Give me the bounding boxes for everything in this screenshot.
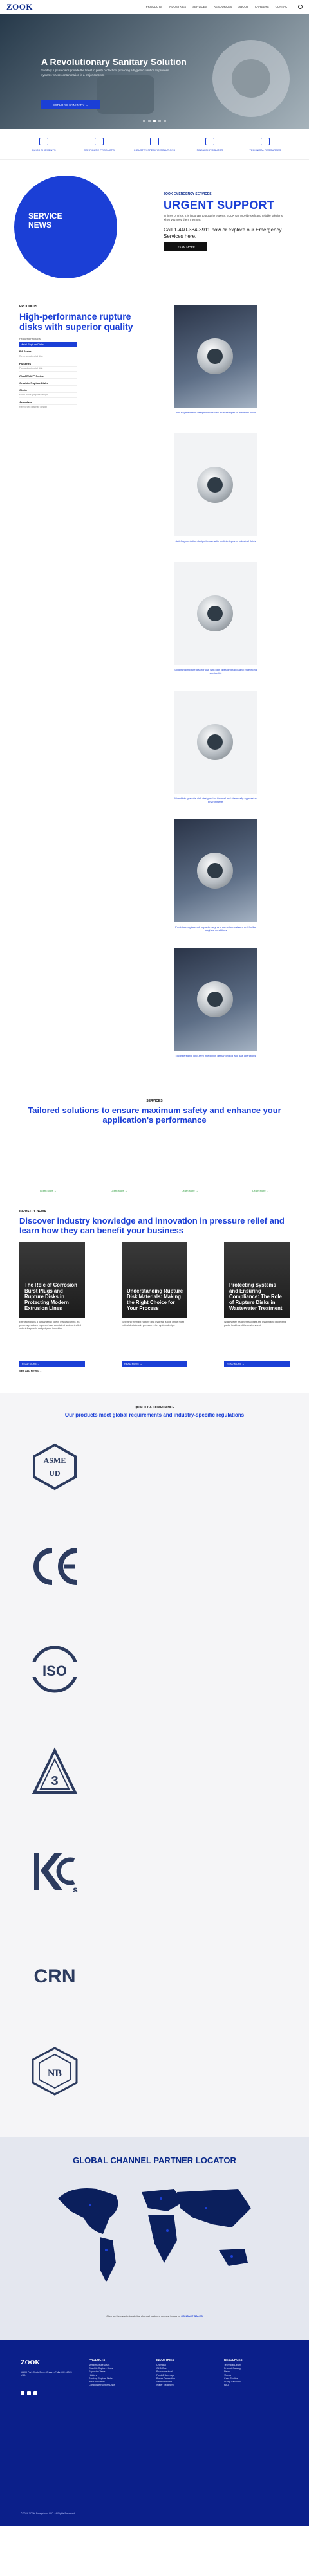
news-image: [122, 1242, 187, 1318]
read-more-button[interactable]: READ MORE →: [19, 1361, 85, 1367]
filter-item[interactable]: Metal Rupture Disks: [19, 342, 77, 347]
filter-item[interactable]: Gloria: [19, 388, 77, 393]
compliance-title: Our products meet global requirements and industry-specific regulations: [64, 1412, 245, 1418]
hero-title: A Revolutionary Sanitary Solution: [41, 57, 187, 67]
news-card[interactable]: [224, 1242, 290, 1367]
products-title: High-performance rupture disks with superior quality: [19, 311, 133, 332]
product-filter-list: [19, 342, 77, 410]
emergency-text: In times of crisis, it is important to trust the experts. ZOOK can provide swift and reliable solutions when you need them the most.: [164, 214, 283, 221]
quick-link-label: QUICK SHIPMENTS: [32, 149, 56, 152]
products-eyebrow: PRODUCTS: [19, 305, 38, 309]
filter-item[interactable]: FA Series: [19, 361, 77, 367]
footer-address: 16809 Park Circle Drive, Chagrin Falls, OH 44023 USA: [21, 2371, 72, 2377]
footer-heading: PRODUCTS: [89, 2358, 106, 2361]
service-link[interactable]: Learn More →: [111, 1189, 127, 1192]
product-caption: Anti-fragmentation design for use with multiple types of industrial fluids: [175, 540, 256, 543]
ce-logo: [26, 1537, 84, 1595]
compliance-section: [0, 1393, 309, 2137]
services-links: [13, 1189, 296, 1192]
truck-icon: [39, 138, 48, 145]
footer-link[interactable]: Sizing Calculator: [224, 2381, 241, 2384]
footer-link[interactable]: Technical Library: [224, 2364, 241, 2366]
footer-heading: INDUSTRIES: [156, 2358, 174, 2361]
service-link[interactable]: Learn More →: [182, 1189, 198, 1192]
service-news-section: [0, 160, 309, 286]
product-caption: Solid metal rupture disk for use with high operating ratios and exceptional service life: [174, 668, 258, 675]
news-card[interactable]: [122, 1242, 187, 1367]
product-card[interactable]: [174, 691, 258, 803]
product-image: [174, 305, 258, 408]
product-caption: Precision-engineered, impact-ready, and corrosion-resistant unit for the toughest conditions: [175, 925, 256, 932]
quick-link[interactable]: [189, 138, 231, 152]
footer-link[interactable]: Product Catalog: [224, 2367, 241, 2370]
contact-sales-link[interactable]: CONTACT SALES: [181, 2314, 203, 2317]
footer-link[interactable]: Metal Rupture Disks: [89, 2364, 110, 2366]
footer-link[interactable]: Case Studies: [224, 2377, 238, 2380]
learn-more-button[interactable]: LEARN MORE: [164, 242, 207, 251]
product-image: [174, 819, 258, 922]
read-more-button[interactable]: READ MORE →: [224, 1361, 290, 1367]
footer-link[interactable]: Videos: [224, 2373, 231, 2377]
quick-link[interactable]: [244, 138, 286, 152]
svg-text:3: 3: [51, 1774, 59, 1788]
search-icon[interactable]: [298, 5, 303, 9]
footer-heading: RESOURCES: [224, 2358, 243, 2361]
filter-description: Mono-block graphite design: [19, 393, 77, 398]
news-card[interactable]: [19, 1242, 85, 1367]
facebook-icon[interactable]: [27, 2391, 31, 2395]
compliance-eyebrow: QUALITY & COMPLIANCE: [135, 1406, 174, 1410]
nb-logo: [26, 2042, 84, 2100]
quick-link[interactable]: [133, 138, 176, 152]
industry-news-section: [0, 1197, 309, 1393]
product-card[interactable]: [174, 305, 258, 414]
footer-link[interactable]: Oil & Gas: [156, 2367, 167, 2370]
asme-logo: [26, 1438, 84, 1496]
product-card[interactable]: [174, 433, 258, 543]
product-caption: Anti-fragmentation design for use with multiple types of industrial fluids: [175, 411, 256, 414]
footer-link[interactable]: Holders: [89, 2373, 97, 2377]
explore-sanitary-button[interactable]: EXPLORE SANITARY →: [41, 100, 100, 109]
copyright: © 2024 ZOOK Enterprises, LLC. All Rights Reserved.: [21, 2512, 75, 2515]
news-title: Discover industry knowledge and innovation in pressure relief and learn how they can benefit your business: [19, 1216, 285, 1235]
nav-item[interactable]: CAREERS: [254, 5, 269, 8]
urgent-support-title: URGENT SUPPORT: [164, 199, 275, 212]
hero-banner: [0, 14, 309, 129]
services-eyebrow: SERVICES: [146, 1099, 163, 1103]
product-card[interactable]: [174, 819, 258, 932]
kcs-logo: [26, 1843, 84, 1901]
footer-link[interactable]: Explosion Vents: [89, 2370, 106, 2373]
footer-link[interactable]: Power Generation: [156, 2377, 175, 2380]
asme-logo-mark: ASME: [43, 1456, 66, 1465]
filter-item[interactable]: Graphite Rupture Disks: [19, 381, 77, 386]
svg-text:CRN: CRN: [33, 1966, 76, 1987]
product-caption: Engineered for long-term integrity in demanding oil and gas operations: [175, 1054, 256, 1057]
carousel-dots: [0, 120, 309, 122]
product-image: [174, 691, 258, 794]
quick-link-label: FIND A DISTRIBUTOR: [196, 149, 223, 152]
quick-link-label: TECHNICAL RESOURCES: [249, 149, 281, 152]
world-map[interactable]: [45, 2173, 264, 2292]
nav-item[interactable]: PRODUCTS: [145, 5, 162, 8]
footer-column-products: [89, 2358, 150, 2387]
svg-text:NB: NB: [47, 2068, 62, 2079]
service-news-heading: SERVICE NEWS: [28, 212, 62, 230]
channel-partner-locator: [0, 2137, 309, 2340]
product-image: [174, 433, 258, 536]
filter-item[interactable]: QUANTUM™ Series: [19, 374, 77, 379]
footer-link[interactable]: Semiconductor: [156, 2381, 172, 2384]
svg-text:ISO: ISO: [42, 1663, 67, 1679]
carousel-dot-active[interactable]: [153, 120, 156, 122]
document-icon: [261, 138, 270, 145]
gear-icon: [150, 138, 159, 145]
footer-link[interactable]: News: [224, 2370, 230, 2373]
main-nav: [146, 5, 289, 8]
hero-product-detail: [232, 59, 270, 98]
nav-item[interactable]: INDUSTRIES: [168, 5, 187, 8]
footer-link[interactable]: FAQ: [224, 2384, 229, 2387]
emergency-kicker: ZOOK EMERGENCY SERVICES: [164, 192, 212, 196]
social-links: [21, 2391, 37, 2395]
footer-link[interactable]: Composite Rupture Disks: [89, 2384, 115, 2387]
news-card-title: Understanding Rupture Disk Materials: Making the Right Choice for Your Process: [127, 1288, 183, 1311]
services-section: [0, 1094, 309, 1197]
emergency-call-text: Call 1-440-384-3911 now or explore our Emergency Services here.: [164, 227, 282, 239]
footer-link[interactable]: Pharmaceutical: [156, 2370, 173, 2373]
site-footer: [0, 2340, 309, 2526]
zook-logo[interactable]: ZOOK: [6, 1, 33, 12]
service-news-circle: [14, 176, 117, 278]
news-card-title: Protecting Systems and Ensuring Compliance: The Role of Rupture Disks in Wastewater Treatment: [229, 1282, 283, 1311]
carousel-dot[interactable]: [143, 120, 145, 122]
hero-product-fitting: [97, 75, 154, 114]
footer-column-industries: [156, 2358, 218, 2387]
nav-item[interactable]: RESOURCES: [213, 5, 232, 8]
iso-logo: [26, 1640, 84, 1698]
carousel-dot[interactable]: [158, 120, 161, 122]
hero-subtitle: Sanitary rupture discs provide the finest in purity protection, providing a hygienic solution to process systems where contamination is a major concern.: [41, 69, 169, 77]
carousel-dot[interactable]: [164, 120, 166, 122]
crn-logo: [26, 1946, 84, 2004]
nav-item[interactable]: ABOUT: [238, 5, 248, 8]
news-image: [19, 1242, 85, 1318]
news-card-text: Extrusion plays a fundamental role in manufacturing. Its process provides improved and consistent and controlled output for plastic and polymer industries.: [19, 1321, 81, 1330]
filter-label: Featured Products: [19, 337, 41, 340]
product-image: [174, 948, 258, 1051]
filter-item[interactable]: Armorland: [19, 400, 77, 405]
quick-link[interactable]: [23, 138, 65, 152]
footer-link[interactable]: Burst Indicators: [89, 2381, 105, 2384]
nav-item[interactable]: SERVICES: [192, 5, 207, 8]
filter-description: Forward-act metal disk: [19, 367, 77, 372]
footer-logo[interactable]: ZOOK: [21, 2359, 41, 2366]
carousel-dot[interactable]: [148, 120, 151, 122]
product-card[interactable]: [174, 562, 258, 675]
service-link[interactable]: Learn More →: [40, 1189, 57, 1192]
products-section: [0, 286, 309, 1094]
site-header: [0, 0, 309, 14]
news-image: [224, 1242, 290, 1318]
svg-text:s: s: [73, 1884, 78, 1894]
news-card-text: Selecting the right rupture disk material is one of the most critical decisions in pressure relief system design.: [122, 1321, 184, 1327]
filter-description: Reinforced graphite design: [19, 405, 77, 410]
quick-link-label: CONFIGURE PRODUCTS: [84, 149, 115, 152]
footer-column-resources: [224, 2358, 285, 2387]
pin-icon: [205, 138, 214, 145]
product-card[interactable]: [174, 948, 258, 1057]
svg-text:UD: UD: [49, 1469, 61, 1478]
product-image: [174, 562, 258, 665]
quick-link-label: INDUSTRY-SPECIFIC SOLUTIONS: [133, 149, 175, 152]
locator-title: GLOBAL CHANNEL PARTNER LOCATOR: [73, 2155, 236, 2165]
quick-link[interactable]: [78, 138, 120, 152]
footer-link[interactable]: Food & Beverage: [156, 2373, 174, 2377]
footer-link[interactable]: Water Treatment: [156, 2384, 174, 2387]
footer-link[interactable]: Graphite Rupture Disks: [89, 2367, 113, 2370]
news-card-title: The Role of Corrosion Burst Plugs and Rupture Disks in Protecting Modern Extrusion Lines: [24, 1282, 77, 1311]
3a-logo: [26, 1743, 84, 1801]
product-caption: Monolithic graphite disk designed for thermal and chemically aggressive environments: [174, 797, 257, 803]
footer-link[interactable]: Chemical: [156, 2364, 166, 2366]
read-more-button[interactable]: READ MORE →: [122, 1361, 187, 1367]
youtube-icon[interactable]: [33, 2391, 37, 2395]
see-all-news-link[interactable]: SEE ALL NEWS →: [19, 1369, 42, 1372]
quick-links: [0, 129, 309, 160]
filter-item[interactable]: RA Series: [19, 349, 77, 354]
news-eyebrow: INDUSTRY NEWS: [19, 1210, 46, 1213]
locator-note: [39, 2314, 270, 2317]
grid-icon: [95, 138, 104, 145]
service-link[interactable]: Learn More →: [252, 1189, 269, 1192]
nav-item[interactable]: CONTACT: [275, 5, 289, 8]
footer-link[interactable]: Sanitary Rupture Disks: [89, 2377, 113, 2380]
locator-note-text: Click on the map to locate the channel partners nearest to you or: [106, 2314, 180, 2317]
news-card-text: Wastewater treatment facilities are essential to protecting public health and the environment.: [224, 1321, 286, 1327]
services-title: Tailored solutions to ensure maximum safety and enhance your application's performance: [28, 1105, 281, 1125]
filter-description: Reverse-act metal disk: [19, 354, 77, 359]
linkedin-icon[interactable]: [21, 2391, 24, 2395]
